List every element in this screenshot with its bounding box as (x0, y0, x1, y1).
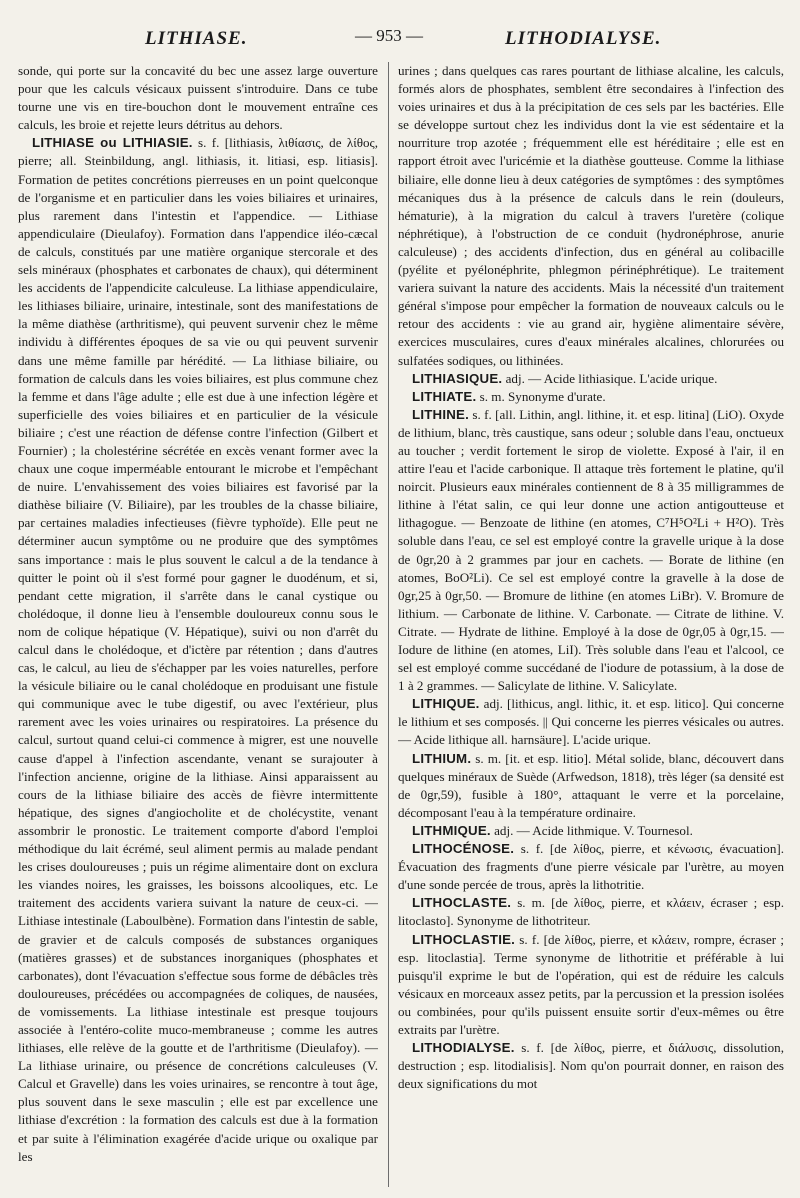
dictionary-entry (398, 750, 784, 822)
continued-text: urines ; dans quelques cas rares pourtant de lithiase alcaline, les calculs, formés alors de phosphates, semblent être secondaires à l'infection des voies urinaires et dus à la précipitation de ces sels par les bactéries. Elle se développe surtout chez les individus dont la vie est sédentaire et la nourriture trop azotée ; fréquemment elle est héréditaire ; elle est en rapport étroit avec l'uricémie et la diathèse goutteuse. Comme la lithiase biliaire, elle donne lieu à deux catégories de symptômes : des symptômes mécaniques dus à la présence de calculs dans le rein (douleurs, hématurie), à la migration du calcul à travers l'uretère (colique néphrétique), à l'obstruction de ce conduit (hydronéphrose, anurie calculeuse) ; des accidents d'infection, dus en général au colibacille (pyélite et pyélonéphrite, phlegmon périnéphrétique). Le traitement variera suivant la nature des accidents. Mais la nécessité d'un traitement général s'impose pour empêcher la formation de nouveaux calculs ou le retour des accidents : vie au grand air, hygiène alimentaire sévère, exercices musculaires, cures d'eaux minérales alcalines, chlorurées ou sulfatées sodiques, ou lithinées. (398, 63, 784, 368)
entry-headword: LITHIASE ou LITHIASIE. (32, 135, 193, 151)
page-number: — 953 — (355, 26, 423, 45)
right-column (398, 62, 784, 1190)
entry-headword: LITHOCÉNOSE. (412, 841, 515, 857)
entry-headword: LITHODIALYSE. (412, 1040, 515, 1056)
dictionary-entry (398, 695, 784, 749)
entry-definition: s. f. [all. Lithin, angl. lithine, it. et esp. litina] (LiO). Oxyde de lithium, blanc, très caustique, sans odeur ; soluble dans l'eau, onctueux au toucher ; verdit fortement le sirop de violette. Exposé à l'air, il en attire l'eau et l'acide carbonique. Il attaque très fortement le platine, qu'il noircit. Plusieurs eaux minérales contiennent de 8 à 35 milligrammes de lithine à l'état salin, ce qui leur donne une action antigoutteuse et lithagogue. — Benzoate de lithine (en atomes, C⁷H⁵O²Li + H²O). Très soluble dans l'eau, ce sel est employé contre la gravelle urique à la dose de 0gr,20 à 2 grammes par jour en cachets. — Borate de lithine (en atomes, BoO²Li). Ce sel est employé contre la gravelle à la dose de 0gr,25 à 0gr,50. — Bromure de lithine (en atomes LiBr). V. Bromure de lithium. — Carbonate de lithine. V. Carbonate. — Citrate de lithine. V. Citrate. — Hydrate de lithine. Employé à la dose de 0gr,05 à 0gr,15. — Iodure de lithine (en atomes, LiI). Très soluble dans l'eau et l'alcool, ce sel est employé comme succédané de l'iodure de potassium, à la dose de 1 à 2 grammes. — Salicylate de lithine. V. Salicylate. (398, 406, 784, 694)
entry-headword: LITHIASIQUE. (412, 370, 503, 386)
dictionary-entry-lithiase (18, 134, 378, 1165)
dictionary-entry (398, 840, 784, 894)
running-header (30, 18, 770, 48)
entry-definition: s. f. [de λίθος, pierre, et κένωσις, évacuation]. Évacuation des fragments d'une pierre vésicale par l'urètre, au moyen d'une sonde percée de trous, après la lithotritie. (398, 841, 784, 893)
column-divider (388, 62, 389, 1187)
dictionary-entry (398, 406, 784, 696)
entry-headword: LITHINE. (412, 406, 470, 422)
entry-definition: s. f. [de λίθος, pierre, et κλάειν, rompre, écraser ; esp. litoclastia]. Terme synonyme de lithotritie et préférable à lui puisqu'il exprime le but de l'opération, qui est de réduire les calculs vésicaux en morceaux assez petits, par la percussion et la pression isolées ou combinées, pour qu'ils puissent ensuite sortir d'eux-mêmes ou être extraits par l'urètre. (398, 931, 784, 1037)
entry-headword: LITHOCLASTIE. (412, 931, 516, 947)
entry-headword: LITHOCLASTE. (412, 895, 512, 911)
entry-definition: adj. [lithicus, angl. lithic, it. et esp. litico]. Qui concerne le lithium et ses composés. || Qui concerne les pierres vésicales ou autres. — Acide lithique all. harnsäure]. L'acide urique. (398, 696, 784, 748)
header-left-term: LITHIASE. (145, 28, 248, 49)
entry-definition: s. m. [it. et esp. litio]. Métal solide, blanc, découvert dans quelques minéraux de Suède (Arfwedson, 1818), très léger (sa densité est de 0gr,59), fusible à 180°, attaquant le verre et la porcelaine, décomposant l'eau à la température ordinaire. (398, 750, 784, 820)
dictionary-entry (398, 822, 784, 840)
dictionary-entry (398, 931, 784, 1040)
left-column (18, 62, 378, 1190)
entry-headword: LITHIATE. (412, 388, 477, 404)
dictionary-entry (398, 894, 784, 930)
entry-definition: adj. — Acide lithmique. V. Tournesol. (490, 822, 693, 838)
entry-definition: adj. — Acide lithiasique. L'acide urique. (502, 370, 718, 386)
dictionary-entry (398, 370, 784, 388)
entry-definition: s. f. [lithiasis, λιθίασις, de λίθος, pierre; all. Steinbildung, angl. lithiasis, it. litiasi, esp. litiasis]. Formation de petites concrétions pierreuses en un point quelconque de l'organisme et en particulier dans les voies biliaires et urinaires, plus rarement dans l'intestin et l'appendice. — Lithiase appendiculaire (Dieulafoy). Formation dans l'appendice iléo-cæcal de calculs, constitués par une matière organique stercorale et des sels minéraux (phosphates et carbonates de chaux), qui déterminent les accidents de l'appendicite calculeuse. La lithiase appendiculaire, les lithiases biliaire, urinaire, intestinale, sont des manifestations de la même diathèse (arthritisme), qui peuvent survenir chez le même individu à différentes époques de sa vie ou qui peuvent survenir dans une même famille par hérédité. — La lithiase biliaire, ou formation de calculs dans les voies biliaires, est plus commune chez la femme et dans l'âge adulte ; elle est due à une infection légère et superficielle des voies biliaires et en particulier de la vésicule biliaire ; c'est une réaction de défense contre l'infection (Gilbert et Fournier) ; la cholestérine sécrétée en excès venant former avec la chaux une coque imperméable entourant le microbe et l'empêchant de nuire. L'envahissement des voies biliaires est favorisé par la diathèse biliaire (V. Biliaire), par les troubles de la chasse biliaire, par certaines maladies infectieuses (fièvre typhoïde). Elle peut ne déterminer aucun symptôme ou ne produire que des symptômes sans importance : mais le plus souvent le calcul a de la tendance à quitter le point où il s'est formé pour gagner le duodénum, et si, pendant cette migration, il s'arrête dans le canal cystique ou cholédoque, il donne lieu à l'ensemble douloureux connu sous le nom de colique hépatique (V. Hépatique), suivi ou non d'arrêt du calcul dans le cholédoque, et d'ictère par rétention ; dans d'autres cas, le calcul, au lieu de s'échapper par les voies naturelles, perfore la vésicule biliaire ou le canal cholédoque en produisant une fistule qui communique avec le tube digestif, ou avec l'extérieur, plus rarement avec les voies urinaires ou respiratoires. La présence du calcul, surtout quand celui-ci commence à migrer, est une nouvelle cause d'appel à l'infection ascendante, venant se surajouter à l'infection ancienne, origine de la lithiase. Ainsi apparaissent au cours de la lithiase biliaire des accès de fièvre intermittente hépatique, des signes d'angiocholite et de cholécystite, venant assombrir le pronostic. Le traitement comporte d'abord l'emploi méthodique du lait écrémé, seul aliment permis au malade pendant les crises douloureuses ; puis un régime alimentaire dont on exclura les viandes noires, les graisses, les boissons alcooliques, etc. Le traitement des accidents variera suivant la nature de ceux-ci. — Lithiase intestinale (Laboulbène). Formation dans l'intestin de sable, de gravier et de calculs composés de substances organiques (matières grasses) et de substances inorganiques (phosphates et carbonates), dont l'évacuation s'effectue sous forme de débâcles très douloureuses, précédées ou accompagnées de coliques, de nausées, de vomissements. La lithiase intestinale est presque toujours associée à l'entéro-colite muco-membraneuse ; comme les autres lithiases, elle relève de la goutte et de l'arthritisme (Dieulafoy). — La lithiase urinaire, ou présence de concrétions calculeuses (V. Calcul et Gravelle) dans les voies urinaires, se rencontre à tout âge, plus souvent dans le sexe masculin ; elle est par excellence une lithiase d'excrétion : la formation des calculs est due à la formation et par suite à l'élimination exagérée d'acide urique ou oxalique par les (18, 135, 378, 1164)
entry-definition: s. f. [de λίθος, pierre, et διάλυσις, dissolution, destruction ; esp. litodialisis]. Nom qu'on pourrait donner, en raison des deux significations du mot (398, 1040, 784, 1092)
dictionary-entry (398, 1039, 784, 1093)
entry-headword: LITHMIQUE. (412, 822, 491, 838)
dictionary-entry (398, 388, 784, 406)
continued-text: sonde, qui porte sur la concavité du bec une assez large ouverture pour que les calculs vésicaux puissent s'introduire. Dans ce tube tourne une vis en tire-bouchon dont le mouvement entraîne ces calculs, les broie et rejette leurs détritus au dehors. (18, 63, 378, 133)
entry-headword: LITHIQUE. (412, 696, 480, 712)
entry-headword: LITHIUM. (412, 750, 472, 766)
header-right-term: LITHODIALYSE. (505, 28, 662, 49)
entry-definition: s. m. Synonyme d'urate. (476, 388, 606, 404)
entry-definition: s. m. [de λίθος, pierre, et κλάειν, écraser ; esp. litoclasto]. Synonyme de lithotriteur. (398, 895, 784, 929)
entries-list (398, 370, 784, 1094)
